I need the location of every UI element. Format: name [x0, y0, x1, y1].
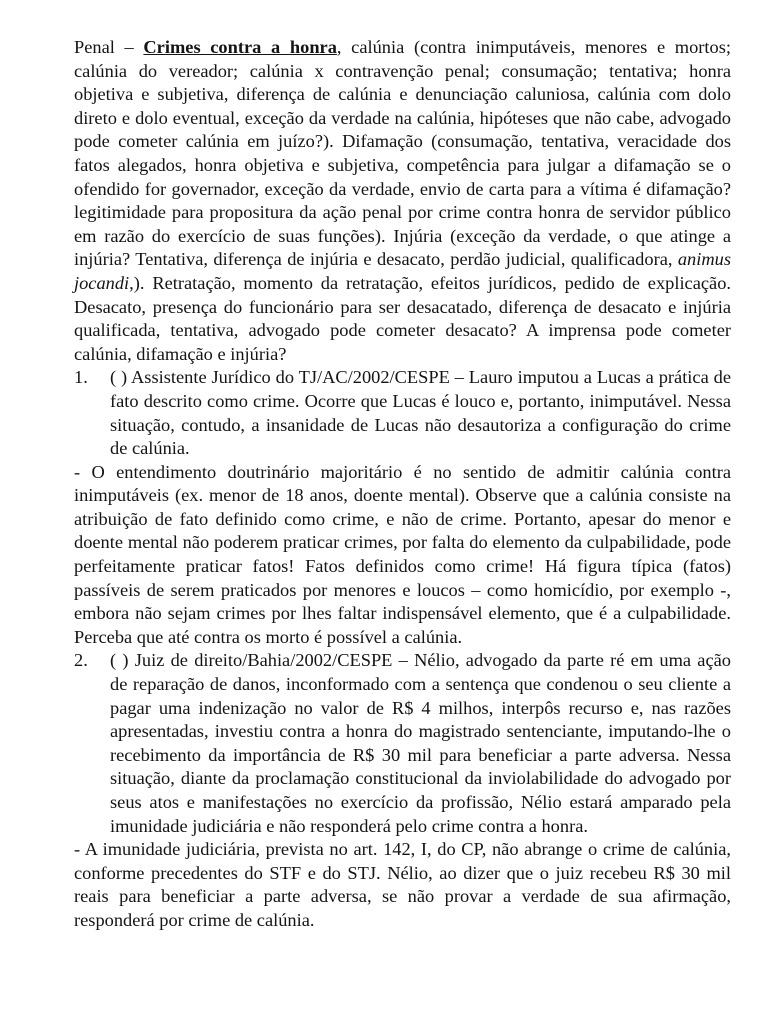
- topic-heading: Crimes contra a honra: [143, 37, 337, 57]
- intro-text-2: ,). Retratação, momento da retratação, efeitos jurídicos, pedido de explicação. Desacato, presença do funcionário para ser desacatado, diferença de desacato e injúria qualificada, tentativa, advogado pode cometer desacato? A imprensa pode cometer calúnia, difamação e injúria?: [74, 272, 731, 364]
- question-text: ( ) Juiz de direito/Bahia/2002/CESPE – Nélio, advogado da parte ré em uma ação de reparação de danos, inconformado com a sentença que condenou o seu cliente a pagar uma indenização no valor de R$ 4 milhos, interpôs recurso e, nas razões apresentadas, investiu contra a honra do magistrado sentenciante, imputando-lhe o recebimento da importância de R$ 30 mil para beneficiar a parte adversa. Nessa situação, diante da proclamação constitucional da inviolabilidade do advogado por seus atos e manifestações no exercício da profissão, Nélio estará amparado pela imunidade judiciária e não responderá pelo crime contra a honra.: [110, 650, 731, 836]
- question-2: [74, 649, 731, 838]
- intro-text-1: , calúnia (contra inimputáveis, menores e mortos; calúnia do vereador; calúnia x contravenção penal; consumação; tentativa; honra objetiva e subjetiva, diferença de calúnia e denunciação caluniosa, calúnia com dolo direto e dolo eventual, exceção da verdade na calúnia, hipóteses que não cabe, advogado pode cometer calúnia em juízo?). Difamação (consumação, tentativa, veracidade dos fatos alegados, honra objetiva e subjetiva, competência para julgar a difamação se o ofendido for governador, exceção da verdade, envio de carta para a vítima é difamação? legitimidade para propositura da ação penal por crime contra honra de servidor público em razão do exercício de suas funções). Injúria (exceção da verdade, o que atinge a injúria? Tentativa, diferença de injúria e desacato, perdão judicial, qualificadora,: [74, 37, 731, 270]
- intro-italic-term: animus jocandi: [74, 249, 731, 293]
- question-text: ( ) Assistente Jurídico do TJ/AC/2002/CESPE – Lauro imputou a Lucas a prática de fato descrito como crime. Ocorre que Lucas é louco e, portanto, inimputável. Nessa situação, contudo, a insanidade de Lucas não desautoriza a configuração do crime de calúnia.: [110, 367, 731, 459]
- question-number: 1.: [74, 367, 88, 388]
- document-page: [74, 36, 731, 933]
- answer-1: - O entendimento doutrinário majoritário é no sentido de admitir calúnia contra inimputáveis (ex. menor de 18 anos, doente mental). Observe que a calúnia consiste na atribuição de fato definido como crime, e não de crime. Portanto, apesar do menor e doente mental não poderem praticar crimes, por falta do elemento da culpabilidade, pode perfeitamente praticar fatos! Fatos definidos como crime! Há figura típica (fatos) passíveis de serem praticados por menores e loucos – como homicídio, por exemplo -, embora não sejam crimes por lhes faltar indispensável elemento, que é a culpabilidade. Perceba que até contra os morto é possível a calúnia.: [74, 461, 731, 647]
- intro-lead: Penal –: [74, 37, 144, 57]
- question-number: 2.: [74, 650, 88, 671]
- intro-paragraph: [74, 36, 731, 366]
- question-1: [74, 366, 731, 460]
- answer-2: - A imunidade judiciária, prevista no art. 142, I, do CP, não abrange o crime de calúnia, conforme precedentes do STF e do STJ. Nélio, ao dizer que o juiz recebeu R$ 30 mil reais para beneficiar a parte adversa, se não provar a verdade de sua afirmação, responderá por crime de calúnia.: [74, 839, 731, 930]
